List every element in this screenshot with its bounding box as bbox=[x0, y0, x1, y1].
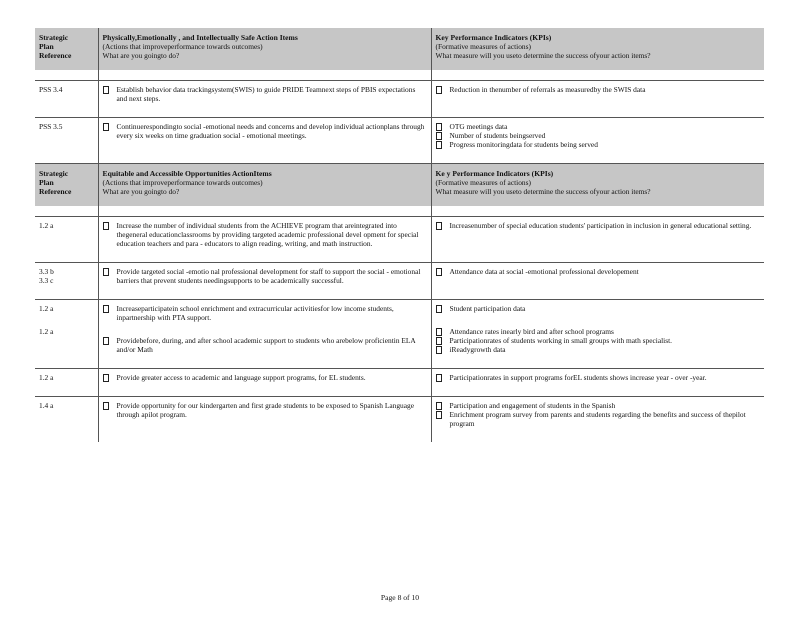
action-list-item bbox=[103, 336, 427, 354]
action-list-item bbox=[103, 401, 427, 419]
action-list bbox=[103, 221, 427, 248]
ref-code: 1.2 a bbox=[39, 304, 54, 313]
action-list-item bbox=[103, 373, 427, 382]
action-cell bbox=[98, 81, 431, 118]
kpi-list-text: iReadygrowth data bbox=[449, 345, 506, 354]
action-list bbox=[103, 267, 427, 285]
kpi-list-item bbox=[436, 327, 761, 336]
ref-cell bbox=[35, 263, 98, 300]
action-list-text: Establish behavior data trackingsystem(SWIS) to guide PRIDE Teamnext steps of PBIS expectations and next steps. bbox=[116, 85, 416, 103]
ref-group bbox=[39, 85, 94, 108]
checkbox-bullet-icon bbox=[436, 268, 442, 276]
kpi-list-item bbox=[436, 304, 761, 313]
action-cell bbox=[98, 118, 431, 164]
kpi-list-item bbox=[436, 401, 761, 410]
checkbox-bullet-icon bbox=[436, 123, 442, 131]
table-row bbox=[35, 217, 764, 263]
ref-group bbox=[39, 221, 94, 244]
action-header: Physically,Emotionally , and Intellectually Safe Action Items (Actions that improveperformance towards outcomes) What are you goingto do? bbox=[98, 28, 431, 70]
kpi-list bbox=[436, 267, 761, 276]
kpi-list-item bbox=[436, 122, 761, 131]
kpi-list bbox=[436, 85, 761, 94]
kpi-list-item bbox=[436, 85, 761, 94]
checkbox-bullet-icon bbox=[436, 86, 442, 94]
action-group bbox=[103, 85, 427, 117]
ref-cell bbox=[35, 397, 98, 443]
checkbox-bullet-icon bbox=[436, 346, 442, 354]
action-cell bbox=[98, 369, 431, 397]
checkbox-bullet-icon bbox=[103, 222, 109, 230]
kpi-cell bbox=[431, 217, 764, 263]
kpi-list bbox=[436, 373, 761, 382]
action-list-text: Provide opportunity for our kindergarten and first grade students to be exposed to Spanish Language through apilot program. bbox=[116, 401, 414, 419]
table-row bbox=[35, 397, 764, 443]
checkbox-bullet-icon bbox=[436, 374, 442, 382]
checkbox-bullet-icon bbox=[103, 268, 109, 276]
ref-code: 1.2 a bbox=[39, 327, 54, 336]
ref-code: 1.2 a bbox=[39, 373, 54, 382]
action-list bbox=[103, 304, 427, 322]
action-list bbox=[103, 401, 427, 419]
ref-code: PSS 3.5 bbox=[39, 122, 63, 131]
kpi-list-text: OTG meetings data bbox=[449, 122, 508, 131]
kpi-group bbox=[436, 401, 761, 442]
kpi-list-item bbox=[436, 345, 761, 354]
checkbox-bullet-icon bbox=[436, 222, 442, 230]
kpi-list-text: Attendance rates inearly bird and after school programs bbox=[449, 327, 614, 336]
kpi-cell bbox=[431, 369, 764, 397]
kpi-header: Ke y Performance Indicators (KPIs) (Formative measures of actions) What measure will you useto determine the success ofyour action items? bbox=[431, 164, 764, 207]
kpi-list-item bbox=[436, 267, 761, 276]
action-cell bbox=[98, 263, 431, 300]
checkbox-bullet-icon bbox=[436, 141, 442, 149]
table-row bbox=[35, 263, 764, 300]
section-safe-rows bbox=[35, 81, 764, 164]
kpi-list-text: Reduction in thenumber of referrals as measuredby the SWIS data bbox=[449, 85, 646, 94]
action-list bbox=[103, 122, 427, 140]
checkbox-bullet-icon bbox=[436, 305, 442, 313]
ref-cell bbox=[35, 300, 98, 369]
kpi-group bbox=[436, 85, 761, 108]
ref-code: PSS 3.4 bbox=[39, 85, 63, 94]
kpi-group bbox=[436, 221, 761, 244]
ref-cell bbox=[35, 217, 98, 263]
action-list-item bbox=[103, 122, 427, 140]
section-equitable-rows bbox=[35, 217, 764, 443]
ref-group bbox=[39, 267, 94, 299]
ref-group bbox=[39, 373, 94, 396]
ref-code: 3.3 c bbox=[39, 276, 54, 285]
checkbox-bullet-icon bbox=[103, 86, 109, 94]
checkbox-bullet-icon bbox=[103, 374, 109, 382]
kpi-cell bbox=[431, 300, 764, 369]
checkbox-bullet-icon bbox=[436, 337, 442, 345]
kpi-list bbox=[436, 122, 761, 149]
kpi-list-item bbox=[436, 336, 761, 345]
kpi-group bbox=[436, 327, 761, 368]
table-row bbox=[35, 300, 764, 369]
action-list-item bbox=[103, 85, 427, 103]
kpi-group bbox=[436, 304, 761, 327]
kpi-list-text: Number of students beingserved bbox=[449, 131, 546, 140]
table-row bbox=[35, 369, 764, 397]
action-group bbox=[103, 267, 427, 299]
checkbox-bullet-icon bbox=[103, 337, 109, 345]
checkbox-bullet-icon bbox=[436, 132, 442, 140]
ref-code: 1.2 a bbox=[39, 221, 54, 230]
kpi-cell bbox=[431, 118, 764, 164]
kpi-list-text: Participation and engagement of students in the Spanish bbox=[449, 401, 616, 410]
kpi-list bbox=[436, 327, 761, 354]
kpi-list-item bbox=[436, 410, 761, 428]
action-header: Equitable and Accessible Opportunities ActionItems (Actions that improveperformance towards outcomes) What are you goingto do? bbox=[98, 164, 431, 207]
kpi-list-text: Attendance data at social -emotional professional developement bbox=[449, 267, 639, 276]
action-group bbox=[103, 304, 427, 336]
checkbox-bullet-icon bbox=[103, 305, 109, 313]
table-row bbox=[35, 81, 764, 118]
action-group bbox=[103, 221, 427, 262]
ref-cell bbox=[35, 118, 98, 164]
kpi-list-text: Participationrates in support programs forEL students shows increase year - over -year. bbox=[449, 373, 707, 382]
ref-header: Strategic Plan Reference bbox=[35, 164, 98, 207]
action-list bbox=[103, 336, 427, 354]
ref-cell bbox=[35, 369, 98, 397]
kpi-cell bbox=[431, 81, 764, 118]
page-footer: Page 8 of 10 bbox=[380, 593, 420, 602]
action-group bbox=[103, 122, 427, 154]
kpi-group bbox=[436, 122, 761, 163]
action-list-text: Provide greater access to academic and language support programs, for EL students. bbox=[116, 373, 366, 382]
ref-header: Strategic Plan Reference bbox=[35, 28, 98, 70]
kpi-list-item bbox=[436, 221, 761, 230]
kpi-cell bbox=[431, 397, 764, 443]
action-list bbox=[103, 373, 427, 382]
kpi-document bbox=[35, 28, 764, 442]
action-cell bbox=[98, 217, 431, 263]
action-list-text: Providebefore, during, and after school academic support to students who arebelow proficientin ELA and/or Math bbox=[116, 336, 416, 354]
checkbox-bullet-icon bbox=[103, 402, 109, 410]
kpi-cell bbox=[431, 263, 764, 300]
kpi-list-item bbox=[436, 373, 761, 382]
section-header-equitable bbox=[35, 164, 764, 207]
ref-code: 1.4 a bbox=[39, 401, 54, 410]
kpi-list bbox=[436, 221, 761, 230]
action-list-item bbox=[103, 221, 427, 248]
kpi-list bbox=[436, 304, 761, 313]
kpi-group bbox=[436, 373, 761, 396]
checkbox-bullet-icon bbox=[436, 411, 442, 419]
ref-group bbox=[39, 327, 94, 350]
ref-cell bbox=[35, 81, 98, 118]
action-group bbox=[103, 336, 427, 368]
kpi-list-text: Progress monitoringdata for students being served bbox=[449, 140, 598, 149]
kpi-list-text: Participationrates of students working in small groups with math specialist. bbox=[449, 336, 673, 345]
action-list-text: Increaseparticipatein school enrichment and extracurricular activitiesfor low income students, inpartnership with PTA support. bbox=[116, 304, 394, 322]
ref-group bbox=[39, 122, 94, 145]
action-list-item bbox=[103, 304, 427, 322]
ref-code: 3.3 b bbox=[39, 267, 54, 276]
action-group bbox=[103, 401, 427, 433]
action-cell bbox=[98, 397, 431, 443]
ref-group bbox=[39, 401, 94, 424]
ref-group bbox=[39, 304, 94, 327]
kpi-list-text: Increasenumber of special education students' participation in inclusion in general educational setting. bbox=[449, 221, 752, 230]
action-kpi-table bbox=[35, 28, 764, 442]
checkbox-bullet-icon bbox=[436, 402, 442, 410]
action-list-text: Provide targeted social -emotio nal professional development for staff to support the social - emotional barriers that prevent students needingsupports to be academically successful. bbox=[116, 267, 421, 285]
kpi-header: Key Performance Indicators (KPIs) (Formative measures of actions) What measure will you useto determine the success ofyour action items? bbox=[431, 28, 764, 70]
kpi-group bbox=[436, 267, 761, 290]
checkbox-bullet-icon bbox=[103, 123, 109, 131]
checkbox-bullet-icon bbox=[436, 328, 442, 336]
kpi-list-item bbox=[436, 131, 761, 140]
kpi-list-text: Student participation data bbox=[449, 304, 526, 313]
table-row bbox=[35, 118, 764, 164]
action-cell bbox=[98, 300, 431, 369]
section-header-safe bbox=[35, 28, 764, 70]
action-group bbox=[103, 373, 427, 396]
kpi-list-text: Enrichment program survey from parents and students regarding the benefits and success of thepilot program bbox=[449, 410, 746, 428]
kpi-list bbox=[436, 401, 761, 428]
action-list-text: Increase the number of individual students from the ACHIEVE program that areintegrated into thegeneral educationclassrooms by providing targeted academic professional devel opment for special education teachers and para - educators to align reading, writing, and math instruction. bbox=[116, 221, 419, 248]
action-list-item bbox=[103, 267, 427, 285]
kpi-list-item bbox=[436, 140, 761, 149]
action-list bbox=[103, 85, 427, 103]
action-list-text: Continuerespondingto social -emotional needs and concerns and develop individual actionplans through every six weeks on time graduation social - emotional meetings. bbox=[116, 122, 425, 140]
